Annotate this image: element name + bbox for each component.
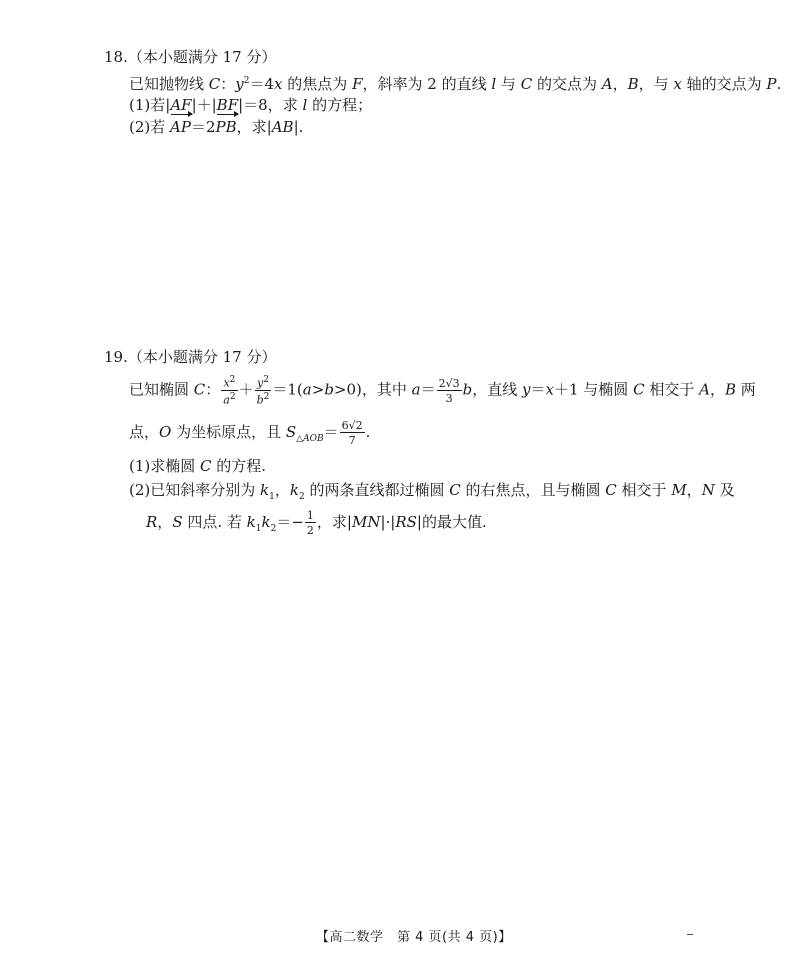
page-footer	[316, 926, 512, 945]
vector-PB: PB	[215, 118, 237, 136]
question-19-heading	[104, 346, 276, 367]
page-footer-text: 【高二数学 第 4 页(共 4 页)】	[316, 930, 512, 945]
question-18-part-2: (2)若 AP＝2PB，求|AB|.	[129, 118, 304, 136]
question-18-heading-text: 18.（本小题满分 17 分）	[104, 48, 277, 66]
question-19-heading-text: 19.（本小题满分 17 分）	[104, 348, 277, 366]
question-19-stem-line-2: 点，O 为坐标原点，且 $S_{\triangle AOB}=$ $\frac{6√2}{7}$ .	[129, 419, 371, 447]
question-19-stem-line-1: 已知椭圆 C： $\frac{x^2}{a^2}$ ＋ $\frac{y^2}{b^2}$ ＝1(a>b>0)，其中 a＝ $\frac{2√3}{3}$ b，直线 y＝x＋1 与椭圆 C 相交于 A，B 两	[129, 375, 756, 407]
question-18-part-1: (1)若|AF|＋|BF|＝8，求 l 的方程；	[129, 96, 373, 114]
question-18-heading	[104, 46, 276, 67]
vector-AP: AP	[170, 118, 191, 136]
question-19-part-2-line-2: R，S 四点. 若 $k_1k_2=-$ $\frac{1}{2}$ ，求|MN|·|RS|的最大值.	[146, 509, 487, 537]
question-18-stem: 已知抛物线 C：$y^2=4x$ 的焦点为 F，斜率为 2 的直线 l 与 C 的交点为 A，B，与 x 轴的交点为 P.	[129, 75, 782, 93]
question-19-part-1: (1)求椭圆 C 的方程.	[129, 457, 267, 475]
question-19-part-2-line-1: (2)已知斜率分别为 $k_1$，$k_2$ 的两条直线都过椭圆 C 的右焦点，且与椭圆 C 相交于 M，N 及	[129, 481, 735, 502]
scan-speck	[687, 934, 693, 935]
